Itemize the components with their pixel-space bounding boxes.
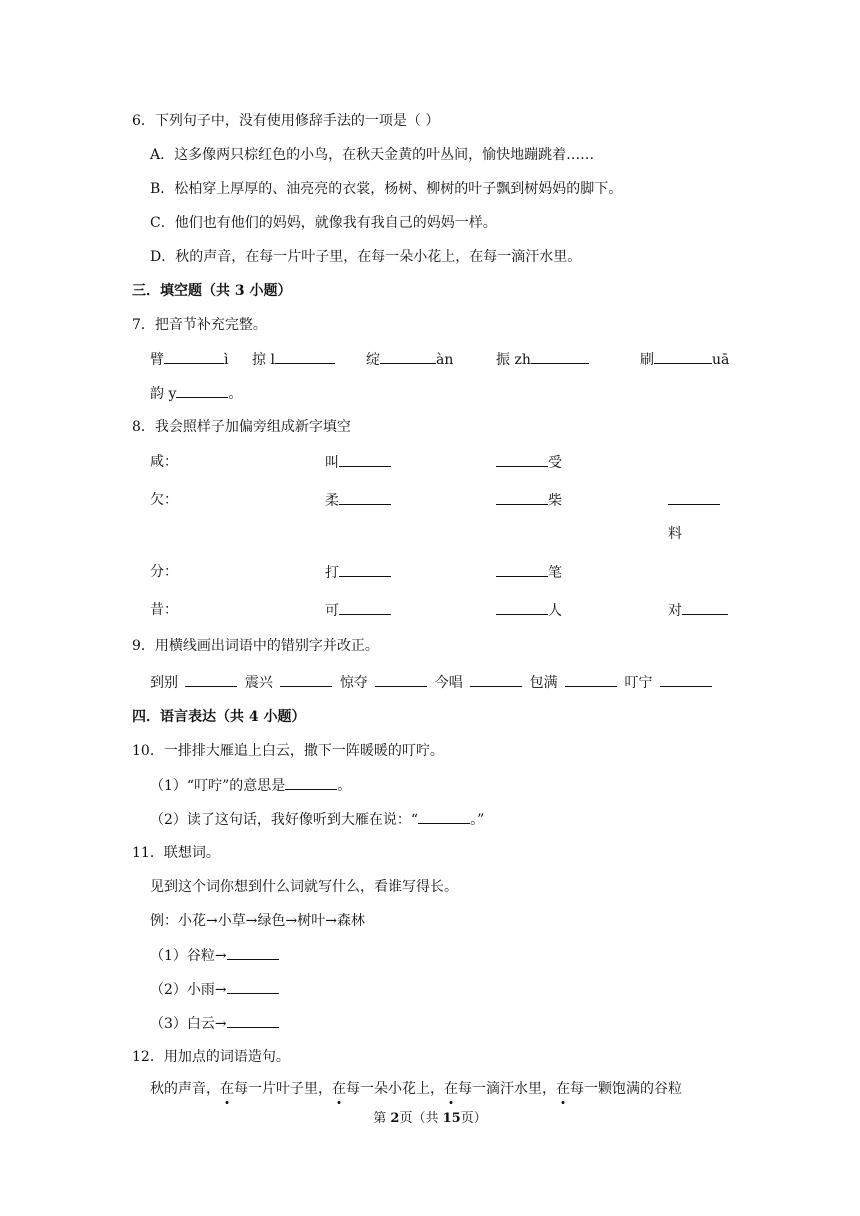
q11-blank[interactable] [227, 979, 279, 994]
page-footer [0, 1109, 860, 1129]
q9-blank[interactable] [660, 672, 712, 687]
q8-char: 叫 [325, 455, 339, 471]
q12-dotted-word [220, 1081, 234, 1097]
q12-text [150, 1079, 682, 1099]
q11-instruction: 见到这个词你想到什么词就写什么，看谁写得长。 [150, 879, 458, 895]
q8-row2-cell2 [496, 490, 562, 511]
q7-post: ì [224, 352, 229, 368]
q8-blank[interactable] [496, 600, 548, 615]
q10-sub1-end: 。 [337, 778, 352, 794]
q7-item-2 [252, 349, 335, 370]
q8-blank[interactable] [496, 490, 548, 505]
q7-post: 。 [228, 386, 243, 402]
q7-blank[interactable] [531, 349, 589, 364]
q9-stem: 9．用横线画出词语中的错别字并改正。 [132, 638, 379, 654]
q11-stem: 11．联想词。 [132, 845, 220, 861]
q7-item-5 [640, 349, 729, 370]
emphasis-dot-icon [450, 1101, 453, 1104]
q7-post: uā [712, 352, 730, 368]
q8-row2-cell3-char: 料 [668, 526, 682, 542]
q8-char: 笔 [548, 565, 562, 581]
q12-dotted-char: 在 [332, 1081, 346, 1097]
q12-text-part: 每一颗饱满的谷粒 [570, 1081, 682, 1097]
q10-sub1-text: （1）“叮咛”的意思是 [150, 778, 286, 794]
q12-dotted-word [556, 1081, 570, 1097]
q7-blank[interactable] [164, 349, 224, 364]
q8-row1-cell2 [496, 452, 562, 473]
q6-option-c: C．他们也有他们的妈妈，就像我有我自己的妈妈一样。 [150, 215, 497, 231]
section-3-title: 三．填空题（共 3 小题） [132, 283, 292, 299]
q9-word: 震兴 [244, 675, 273, 691]
q7-char: 掠 [252, 352, 266, 368]
q9-word: 叮宁 [624, 675, 653, 691]
q8-row3-cell1 [325, 562, 391, 583]
emphasis-dot-icon [338, 1101, 341, 1104]
q9-word: 到别 [150, 675, 178, 691]
q12-dotted-word [444, 1081, 458, 1097]
q11-item-label: （3）白云→ [150, 1016, 227, 1032]
q8-row4-cell1 [325, 600, 391, 621]
emphasis-dot-icon [562, 1101, 565, 1104]
q9-blank[interactable] [375, 672, 427, 687]
q8-char: 人 [548, 603, 562, 619]
q8-row4-cell2 [496, 600, 562, 621]
q11-item-2 [150, 979, 279, 1000]
q8-row4-cell3 [668, 600, 728, 621]
q6-option-b: B．松柏穿上厚厚的、油亮亮的衣裳，杨树、柳树的叶子飘到树妈妈的脚下。 [150, 181, 623, 197]
q10-sub2-blank[interactable] [418, 809, 470, 824]
q7-char: 刷 [640, 352, 654, 368]
q9-blank[interactable] [280, 672, 332, 687]
q11-item-3 [150, 1013, 279, 1034]
q7-item-3 [366, 349, 453, 370]
q7-pre: y [164, 386, 177, 402]
q7-char: 绽 [366, 352, 380, 368]
q7-item-6 [150, 383, 242, 404]
footer-text: 第 [373, 1111, 391, 1126]
q9-word: 包满 [529, 675, 558, 691]
q7-char: 振 [496, 352, 510, 368]
footer-page-number: 2 [390, 1111, 400, 1126]
q12-text-part: 秋的声音， [150, 1081, 220, 1097]
q7-post: àn [436, 352, 454, 368]
q8-char: 柴 [548, 493, 562, 509]
q8-blank[interactable] [668, 490, 720, 505]
q12-dotted-char: 在 [220, 1081, 234, 1097]
q12-dotted-char: 在 [556, 1081, 570, 1097]
q12-dotted-word [332, 1081, 346, 1097]
q6-option-a: A．这多像两只棕红色的小鸟，在秋天金黄的叶丛间，愉快地蹦跳着…… [150, 147, 595, 163]
q8-row1-label: 咸： [150, 454, 178, 470]
q12-text-part: 每一片叶子里， [234, 1081, 332, 1097]
q9-word-row [150, 672, 715, 693]
q12-dotted-char: 在 [444, 1081, 458, 1097]
q9-blank[interactable] [185, 672, 237, 687]
q12-stem: 12．用加点的词语造句。 [132, 1049, 290, 1065]
q8-row3-cell2 [496, 562, 562, 583]
q8-char: 打 [325, 565, 339, 581]
q10-sub2-text: （2）读了这句话，我好像听到大雁在说：“ [150, 812, 419, 828]
q9-word: 今唱 [434, 675, 463, 691]
q11-blank[interactable] [227, 1013, 279, 1028]
q7-char: 韵 [150, 386, 164, 402]
footer-text: 页） [460, 1111, 487, 1126]
q10-sub2-end: 。” [470, 812, 485, 828]
emphasis-dot-icon [226, 1101, 229, 1104]
q8-blank[interactable] [496, 452, 548, 467]
q8-char: 对 [668, 603, 682, 619]
q8-char: 受 [548, 455, 562, 471]
q7-blank[interactable] [654, 349, 712, 364]
q7-pre: l [266, 352, 275, 368]
q8-blank[interactable] [339, 562, 391, 577]
q8-char: 可 [325, 603, 339, 619]
q12-text-part: 每一朵小花上， [346, 1081, 444, 1097]
q8-blank[interactable] [496, 562, 548, 577]
q8-blank[interactable] [339, 490, 391, 505]
q7-blank[interactable] [380, 349, 436, 364]
q7-pre: zh [510, 352, 531, 368]
footer-total-pages: 15 [442, 1111, 461, 1126]
q9-word: 惊夺 [339, 675, 368, 691]
q11-example: 例：小花→小草→绿色→树叶→森林 [150, 913, 365, 929]
q12-text-part: 每一滴汗水里， [458, 1081, 556, 1097]
q7-blank[interactable] [176, 383, 228, 398]
q11-item-label: （2）小雨→ [150, 982, 227, 998]
q7-item-1 [150, 349, 228, 370]
q7-blank[interactable] [275, 349, 335, 364]
section-4-title: 四．语言表达（共 4 小题） [132, 709, 306, 725]
q6-stem: 6．下列句子中，没有使用修辞手法的一项是（ ） [132, 113, 440, 129]
q8-row4-label: 昔： [150, 602, 178, 618]
q8-blank[interactable] [339, 452, 391, 467]
q7-char: 臂 [150, 352, 164, 368]
footer-text: 页（共 [399, 1111, 443, 1126]
q6-option-d: D．秋的声音，在每一片叶子里，在每一朵小花上，在每一滴汗水里。 [150, 249, 582, 265]
q10-sub1 [150, 775, 351, 796]
q11-item-label: （1）谷粒→ [150, 948, 227, 964]
q8-row2-label: 欠： [150, 492, 178, 508]
q10-sub1-blank[interactable] [285, 775, 337, 790]
q7-stem: 7．把音节补充完整。 [132, 317, 267, 333]
q8-row2-cell1 [325, 490, 391, 511]
q7-item-4 [496, 349, 589, 370]
q11-blank[interactable] [227, 945, 279, 960]
q10-stem: 10．一排排大雁追上白云，撒下一阵暖暖的叮咛。 [132, 743, 444, 759]
q9-blank[interactable] [565, 672, 617, 687]
q8-row3-label: 分： [150, 564, 178, 580]
q8-row2-cell3-blank [668, 490, 720, 511]
q11-item-1 [150, 945, 279, 966]
q8-blank[interactable] [682, 600, 728, 615]
q9-blank[interactable] [470, 672, 522, 687]
q8-blank[interactable] [339, 600, 391, 615]
q8-char: 柔 [325, 493, 339, 509]
q10-sub2 [150, 809, 484, 830]
q8-stem: 8．我会照样子加偏旁组成新字填空 [132, 419, 351, 435]
q8-row1-cell1 [325, 452, 391, 473]
